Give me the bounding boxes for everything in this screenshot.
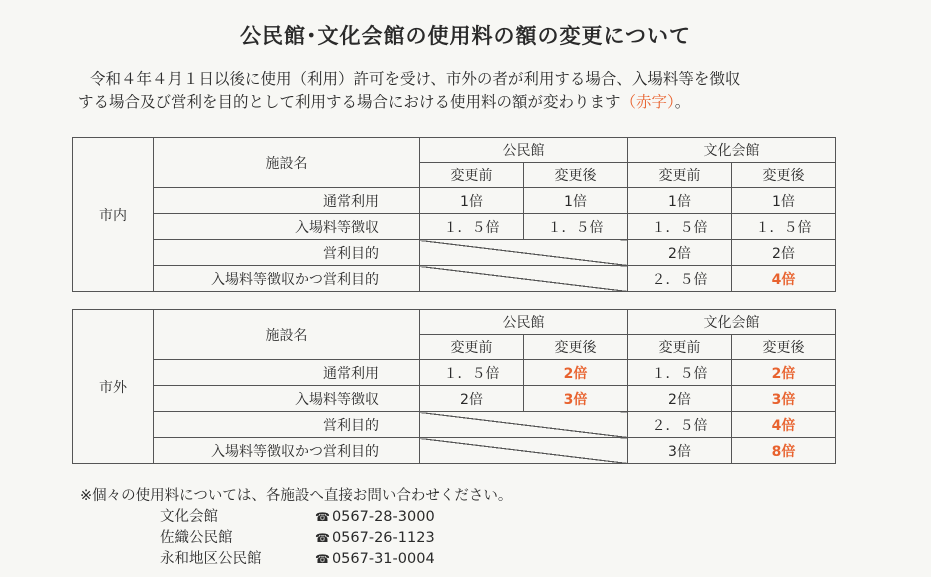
table-row xyxy=(73,214,836,240)
phone-number: ☎ 0567-26-1123 xyxy=(315,528,435,549)
bunka-before-cell: １．５倍 xyxy=(628,214,732,240)
bunka-after-cell-changed: 4倍 xyxy=(732,412,836,438)
bunka-kaikan-header: 文化会館 xyxy=(628,138,836,163)
intro-line-2-text: する場合及び営利を目的として利用する場合における使用料の額が変わります xyxy=(78,93,621,111)
contact-name: 佐織公民館 xyxy=(160,530,233,546)
fee-table-outside xyxy=(72,309,836,464)
contact-note: ※個々の使用料については、各施設へ直接お問い合わせください。 xyxy=(80,488,513,504)
not-applicable-cell xyxy=(420,412,628,438)
kominkan-before-cell: 2倍 xyxy=(420,386,524,412)
kominkan-after-cell: 1倍 xyxy=(524,188,628,214)
kominkan-after-cell-changed: 2倍 xyxy=(524,360,628,386)
contact-item xyxy=(160,549,512,570)
intro-paragraph xyxy=(78,68,898,114)
not-applicable-cell xyxy=(420,240,628,266)
kominkan-header: 公民館 xyxy=(420,138,628,163)
kominkan-before-cell: 1倍 xyxy=(420,188,524,214)
table-row xyxy=(73,188,836,214)
row-label: 通常利用 xyxy=(154,188,420,214)
table-row xyxy=(73,360,836,386)
bunka-after-cell-changed: 4倍 xyxy=(732,266,836,292)
table-row xyxy=(73,240,836,266)
bunka-after-cell: 1倍 xyxy=(732,188,836,214)
kominkan-header: 公民館 xyxy=(420,310,628,335)
row-label: 通常利用 xyxy=(154,360,420,386)
row-label: 営利目的 xyxy=(154,412,420,438)
kominkan-before-header: 変更前 xyxy=(420,335,524,360)
kominkan-after-cell: １．５倍 xyxy=(524,214,628,240)
kominkan-after-cell-changed: 3倍 xyxy=(524,386,628,412)
bunka-kaikan-header: 文化会館 xyxy=(628,310,836,335)
row-label: 入場料等徴収 xyxy=(154,386,420,412)
intro-line-1: 令和４年４月１日以後に使用（利用）許可を受け、市外の者が利用する場合、入場料等を徴収 xyxy=(90,70,741,88)
not-applicable-cell xyxy=(420,266,628,292)
facility-name-header: 施設名 xyxy=(154,138,420,188)
row-label: 入場料等徴収かつ営利目的 xyxy=(154,438,420,464)
contact-item xyxy=(160,507,512,528)
row-label: 営利目的 xyxy=(154,240,420,266)
bunka-after-cell-changed: 3倍 xyxy=(732,386,836,412)
bunka-before-cell: ２．５倍 xyxy=(628,266,732,292)
red-text-note: （赤字） xyxy=(620,93,675,111)
bunka-after-cell: 2倍 xyxy=(732,240,836,266)
fee-table-city xyxy=(72,137,836,292)
contact-name: 永和地区公民館 xyxy=(160,551,262,567)
kominkan-after-header: 変更後 xyxy=(524,335,628,360)
kominkan-after-header: 変更後 xyxy=(524,163,628,188)
facility-name-header: 施設名 xyxy=(154,310,420,360)
bunka-before-cell: 2倍 xyxy=(628,240,732,266)
bunka-after-header: 変更後 xyxy=(732,335,836,360)
kominkan-before-cell: １．５倍 xyxy=(420,214,524,240)
bunka-before-cell: 2倍 xyxy=(628,386,732,412)
table-row xyxy=(73,412,836,438)
bunka-before-header: 変更前 xyxy=(628,335,732,360)
contact-list xyxy=(160,507,512,570)
contact-name: 文化会館 xyxy=(160,509,218,525)
kominkan-before-header: 変更前 xyxy=(420,163,524,188)
phone-number: ☎ 0567-31-0004 xyxy=(315,549,435,570)
phone-number: ☎ 0567-28-3000 xyxy=(315,507,435,528)
contact-item xyxy=(160,528,512,549)
not-applicable-cell xyxy=(420,438,628,464)
contact-footer xyxy=(80,486,512,570)
bunka-after-header: 変更後 xyxy=(732,163,836,188)
row-label: 入場料等徴収 xyxy=(154,214,420,240)
kominkan-before-cell: １．５倍 xyxy=(420,360,524,386)
bunka-after-cell-changed: 2倍 xyxy=(732,360,836,386)
bunka-after-cell-changed: 8倍 xyxy=(732,438,836,464)
page-title: 公民館･文化会館の使用料の額の変更について xyxy=(239,24,692,48)
table-row xyxy=(73,386,836,412)
bunka-before-cell: 1倍 xyxy=(628,188,732,214)
bunka-before-cell: １．５倍 xyxy=(628,360,732,386)
row-label: 入場料等徴収かつ営利目的 xyxy=(154,266,420,292)
table-row xyxy=(73,266,836,292)
intro-line-2-end: 。 xyxy=(674,93,691,111)
bunka-after-cell: １．５倍 xyxy=(732,214,836,240)
table-row xyxy=(73,438,836,464)
bunka-before-cell: 3倍 xyxy=(628,438,732,464)
area-label-city: 市内 xyxy=(73,138,154,292)
bunka-before-header: 変更前 xyxy=(628,163,732,188)
bunka-before-cell: ２．５倍 xyxy=(628,412,732,438)
area-label-outside: 市外 xyxy=(73,310,154,464)
intro-line-2 xyxy=(78,91,898,114)
